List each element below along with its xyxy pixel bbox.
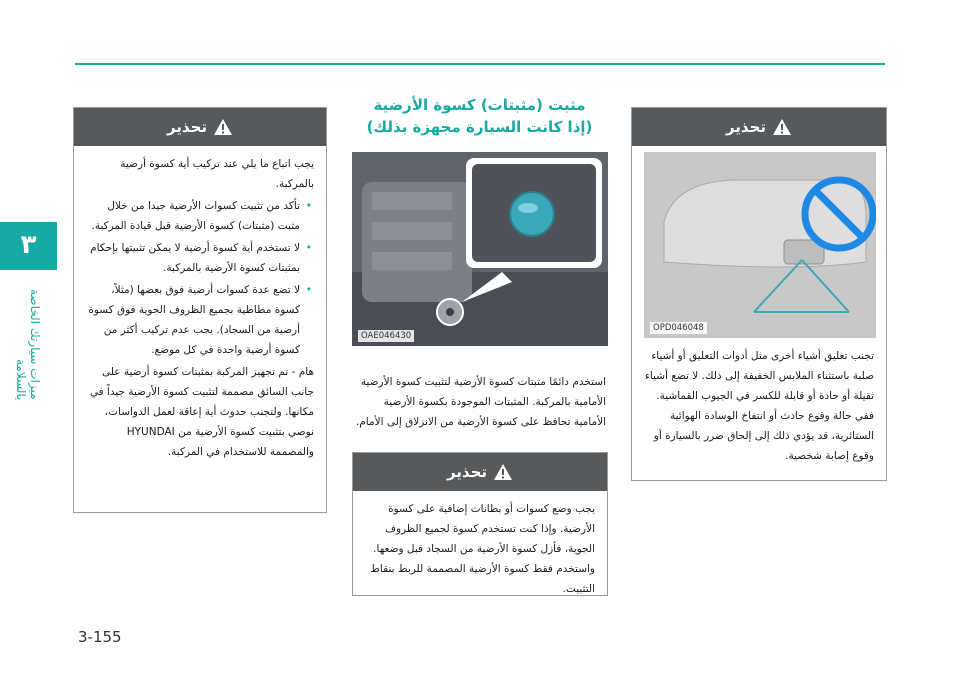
page-number: 3-155 bbox=[78, 628, 122, 646]
section-title-line1: مثبت (مثبتات) كسوة الأرضية bbox=[373, 96, 586, 114]
section-title bbox=[352, 94, 607, 138]
photo-code: OPD046048 bbox=[650, 322, 707, 334]
section-title-line2: (إذا كانت السيارة مجهزة بذلك) bbox=[366, 118, 593, 136]
warning-header bbox=[74, 108, 326, 146]
seat-illustration bbox=[352, 152, 608, 346]
warning-bullets bbox=[86, 196, 314, 360]
floor-mat-anchor-photo bbox=[352, 152, 608, 346]
warning-text: يجب وضع كسوات أو بطانات إضافية على كسوة الأرضية. وإذا كنت تستخدم كسوة لجميع الظروف الجوية، فأزل كسوة الأرضية من السجاد قبل وضعها. واستخدم فقط كسوة الأرضية المصممة للربط بنقاط التثبيت. bbox=[370, 503, 595, 595]
warning-title: تحذير bbox=[446, 463, 488, 481]
warning-intro: يجب اتباع ما يلي عند تركيب أية كسوة أرضية بالمركبة. bbox=[120, 158, 314, 190]
chapter-number: ٣ bbox=[20, 230, 37, 260]
warning-body bbox=[632, 338, 886, 476]
warning-note: هام - تم تجهيز المركبة بمثبتات كسوة أرضية على جانب السائق مصممة لتثبيت كسوة الأرضية جيداً في مكانها. ولتجنب حدوث أية إعاقة لعمل الدواسات، نوصي بتثبيت كسوة الأرضية من HYUNDAI والمصممة للاستخدام في المركبة. bbox=[89, 366, 314, 458]
section-body-text: استخدم دائمًا مثبتات كسوة الأرضية لتثبيت كسوة الأرضية الأمامية بالمركبة. المثبتات الموجودة بكسوة الأرضية الأمامية تحافظ على كسوة الأرضية من الانزلاق إلى الأمام. bbox=[355, 376, 606, 428]
warning-triangle-icon bbox=[213, 118, 233, 136]
warning-header bbox=[353, 453, 607, 491]
coat-hook-illustration bbox=[644, 152, 876, 338]
photo-code: OAE046430 bbox=[358, 330, 414, 342]
chapter-label: ميزات سيارتك الخاصة بالسلامة bbox=[14, 289, 42, 400]
warning-body bbox=[353, 491, 607, 609]
warning-header bbox=[632, 108, 886, 146]
top-rule bbox=[75, 63, 885, 65]
warning-text: تجنب تعليق أشياء أخرى مثل أدوات التعليق أو أشياء صلبة باستثناء الملابس الخفيفة إلى ذلك. لا تضع أشياء ثقيلة أو حادة أو قابلة للكسر في الجيوب القماشية. ففي حالة وقوع حادث أو انتفاخ الوسادة الهوائية الستائرية، قد يؤدي ذلك إلى إلحاق ضرر بالسيارة أو وقوع إصابة شخصية. bbox=[644, 350, 874, 462]
left-warning-box bbox=[73, 107, 327, 513]
warning-triangle-icon bbox=[493, 463, 513, 481]
coat-hook-photo bbox=[644, 152, 876, 338]
warning-title: تحذير bbox=[166, 118, 208, 136]
warning-bullet: • لا تستخدم أية كسوة أرضية لا يمكن تثبيتها بإحكام بمثبتات كسوة الأرضية بالمركبة. bbox=[86, 238, 300, 278]
middle-warning-box bbox=[352, 452, 608, 596]
warning-bullet: • لا تضع عدة كسوات أرضية فوق بعضها (مثلاً، كسوة مطاطية بجميع الظروف الجوية فوق كسوة أرضية من السجاد). يجب عدم تركيب أكثر من كسوة أرضية واحدة في كل موضع. bbox=[86, 280, 300, 360]
warning-body bbox=[74, 146, 326, 472]
warning-bullet: • تأكد من تثبيت كسوات الأرضية جيدا من خلال مثبت (مثبتات) كسوة الأرضية قبل قيادة المركبة. bbox=[86, 196, 300, 236]
warning-triangle-icon bbox=[772, 118, 792, 136]
warning-title: تحذير bbox=[725, 118, 767, 136]
right-warning-box bbox=[631, 107, 887, 481]
